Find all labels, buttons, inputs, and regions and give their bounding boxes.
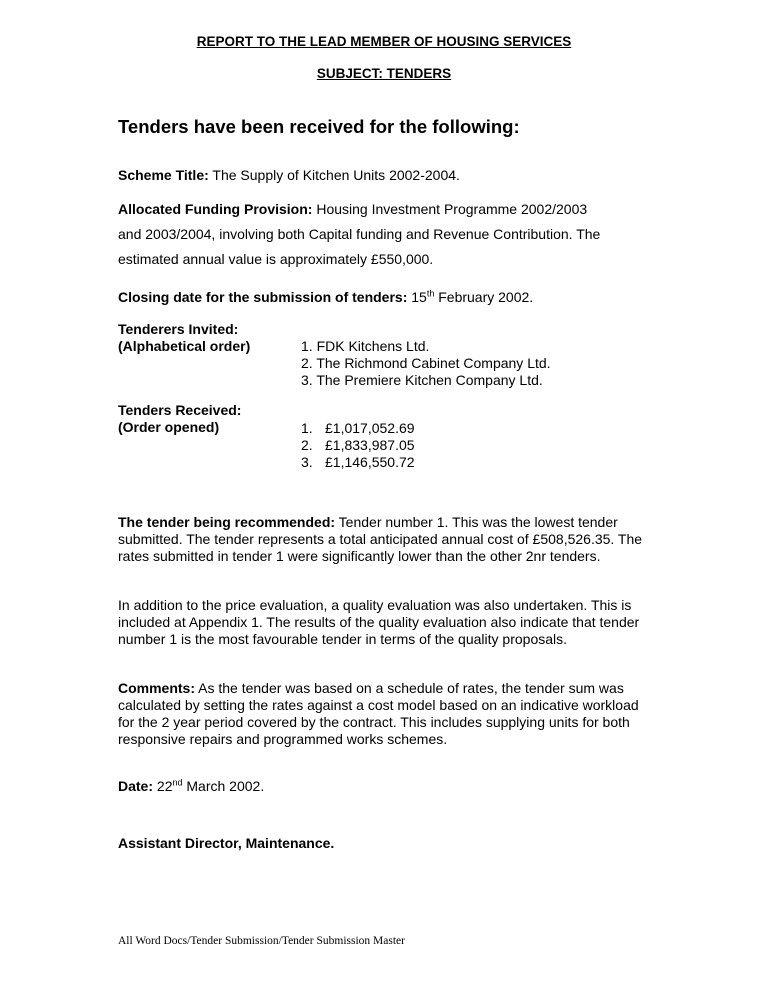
list-item: 1. FDK Kitchens Ltd. <box>301 338 430 354</box>
signatory-text: Assistant Director, Maintenance. <box>118 835 335 851</box>
signatory <box>118 835 334 851</box>
tenderers-label-line-1: Tenderers Invited: <box>118 321 239 337</box>
funding-line-2: and 2003/2004, involving both Capital funding and Revenue Contribution. The <box>118 226 601 242</box>
recommended-label: The tender being recommended: <box>118 514 336 530</box>
report-date <box>118 778 264 794</box>
scheme-title-label: Scheme Title: <box>118 167 209 183</box>
tenderers-label <box>118 321 250 355</box>
funding-line-1 <box>118 201 587 217</box>
scheme-title-value: The Supply of Kitchen Units 2002-2004. <box>208 167 460 183</box>
comments-label: Comments: <box>118 680 196 696</box>
recommended-paragraph <box>118 514 658 565</box>
received-label-line-1: Tenders Received: <box>118 402 242 418</box>
tender-amount: £1,017,052.69 <box>325 420 415 436</box>
comments-paragraph <box>118 680 658 748</box>
date-suffix: nd <box>172 777 183 788</box>
funding-label: Allocated Funding Provision: <box>118 201 313 217</box>
received-amounts <box>325 420 415 471</box>
funding-value: Housing Investment Programme 2002/2003 <box>312 201 588 217</box>
list-item: 3. The Premiere Kitchen Company Ltd. <box>301 372 543 388</box>
recommended-text: Tender number 1. This was the lowest tender submitted. The tender represents a total anticipated annual cost of £508,526.35. The rates submitted in tender 1 were significantly lower than the other 2nr tenders. <box>118 514 643 564</box>
closing-date-day: 15 <box>407 289 427 305</box>
tender-amount: £1,833,987.05 <box>325 437 415 453</box>
quality-paragraph: In addition to the price evaluation, a quality evaluation was also undertaken. This is included at Appendix 1. The results of the quality evaluation also indicate that tender number 1 is the most favourable tender in terms of the quality proposals. <box>118 597 640 647</box>
closing-date-label: Closing date for the submission of tenders: <box>118 289 408 305</box>
page-heading: Tenders have been received for the following: <box>118 116 520 137</box>
closing-date-suffix: th <box>426 288 435 299</box>
tenderers-label-line-2: (Alphabetical order) <box>118 338 251 354</box>
list-item-number: 1. <box>301 420 313 436</box>
date-day: 22 <box>153 778 173 794</box>
tenderers-list <box>301 338 551 389</box>
list-item: 2. The Richmond Cabinet Company Ltd. <box>301 355 551 371</box>
list-item-number: 3. <box>301 454 313 470</box>
received-label-line-2: (Order opened) <box>118 419 220 435</box>
footer-path: All Word Docs/Tender Submission/Tender Submission Master <box>118 935 405 947</box>
closing-date <box>118 289 533 305</box>
closing-date-rest: February 2002. <box>434 289 534 305</box>
scheme-title <box>118 167 460 183</box>
comments-text: As the tender was based on a schedule of rates, the tender sum was calculated by setting the rates against a cost model based on an indicative workload for the 2 year period covered by the contract. This includes supplying units for both responsive repairs and programmed works schemes. <box>118 680 639 747</box>
list-item-number: 2. <box>301 437 313 453</box>
tender-amount: £1,146,550.72 <box>325 454 415 470</box>
received-numbers <box>301 420 313 471</box>
received-label <box>118 402 241 436</box>
report-title: REPORT TO THE LEAD MEMBER OF HOUSING SERVICES <box>196 34 572 49</box>
date-label: Date: <box>118 778 154 794</box>
date-rest: March 2002. <box>182 778 265 794</box>
funding-line-3: estimated annual value is approximately £550,000. <box>118 251 434 267</box>
report-subject: SUBJECT: TENDERS <box>316 66 452 81</box>
